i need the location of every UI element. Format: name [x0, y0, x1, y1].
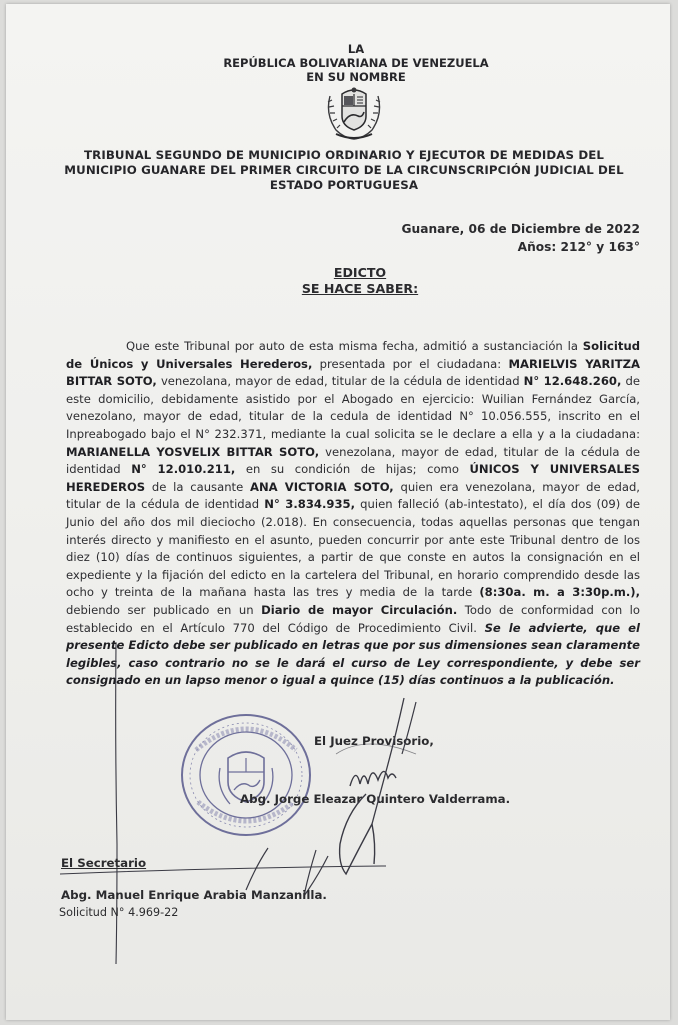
edicto-title: EDICTO — [333, 265, 387, 280]
court-line-3: ESTADO PORTUGUESA — [269, 178, 419, 192]
years: Años: 212° y 163° — [517, 240, 640, 254]
document-page — [6, 4, 670, 1020]
judge-name: Abg. Jorge Eleazar Quintero Valderrama. — [240, 792, 511, 806]
secretary-role: El Secretario — [61, 856, 147, 870]
edicto-body: Que este Tribunal por auto de esta misma fecha, admitió a sustanciación la Solicitud de Únicos y Universales Herederos, presentada por el ciudadana: MARIELVIS YARITZA BITTAR SOTO, venezolana, mayor de edad, titular de la cédula de identidad N° 12.648.260, de este domicilio, debidamente asistido por el Abogado en ejercicio: Wuilian Fernández García, venezolano, mayor de edad, titular de la cedula de identidad N° 10.056.555, inscrito en el Inpreabogado bajo el N° 232.371, mediante la cual solicita se le declare a ella y a la ciudadana: MARIANELLA YOSVELIX BITTAR SOTO, venezolana, mayor de edad, titular de la cédula de identidad N° 12.010.211, en su condición de hijas; como ÚNICOS Y UNIVERSALES HEREDEROS de la causante ANA VICTORIA SOTO, quien era venezolana, mayor de edad, titular de la cédula de identidad N° 3.834.935, quien falleció (ab-intestato), el día dos (09) de Junio del año dos mil dieciocho (2.018). En consecuencia, todas aquellas personas que tengan interés directo y manifiesto en el asunto, pueden concurrir por ante este Tribunal dentro de los diez (10) días de continuos siguientes, a partir de que conste en autos la consignación en el expediente y la fijación del edicto en la cartelera del Tribunal, en horario comprendido desde las ocho y treinta de la mañana hasta las tres y media de la tarde (8:30a. m. a 3:30p.m.), debiendo ser publicado en un Diario de mayor Circulación. Todo de conformidad con lo establecido en el Artículo 770 del Código de Procedimiento Civil. Se le advierte, que el presente Edicto debe ser publicado en letras que por sus dimensiones sean claramente legibles, caso contrario no se le dará el curso de Ley correspondiente, y debe ser consignado en un lapso menor o igual a quince (15) días continuos a la publicación. — [66, 339, 641, 688]
coat-of-arms-icon — [322, 86, 386, 142]
judge-role: El Juez Provisorio, — [314, 734, 434, 748]
solicitud-number: Solicitud N° 4.969-22 — [59, 906, 179, 919]
header-line-republica: REPÚBLICA BOLIVARIANA DE VENEZUELA — [223, 56, 489, 70]
court-line-1: TRIBUNAL SEGUNDO DE MUNICIPIO ORDINARIO Y EJECUTOR DE MEDIDAS DEL — [84, 148, 604, 162]
header-line-la: LA — [347, 42, 365, 56]
se-hace-saber-title: SE HACE SABER: — [301, 281, 419, 296]
place-date: Guanare, 06 de Diciembre de 2022 — [401, 222, 640, 236]
court-line-2: MUNICIPIO GUANARE DEL PRIMER CIRCUITO DE LA CIRCUNSCRIPCIÓN JUDICIAL DEL — [64, 163, 624, 177]
secretary-name: Abg. Manuel Enrique Arabia Manzanilla. — [61, 888, 327, 902]
header-line-en-su-nombre: EN SU NOMBRE — [306, 70, 406, 84]
